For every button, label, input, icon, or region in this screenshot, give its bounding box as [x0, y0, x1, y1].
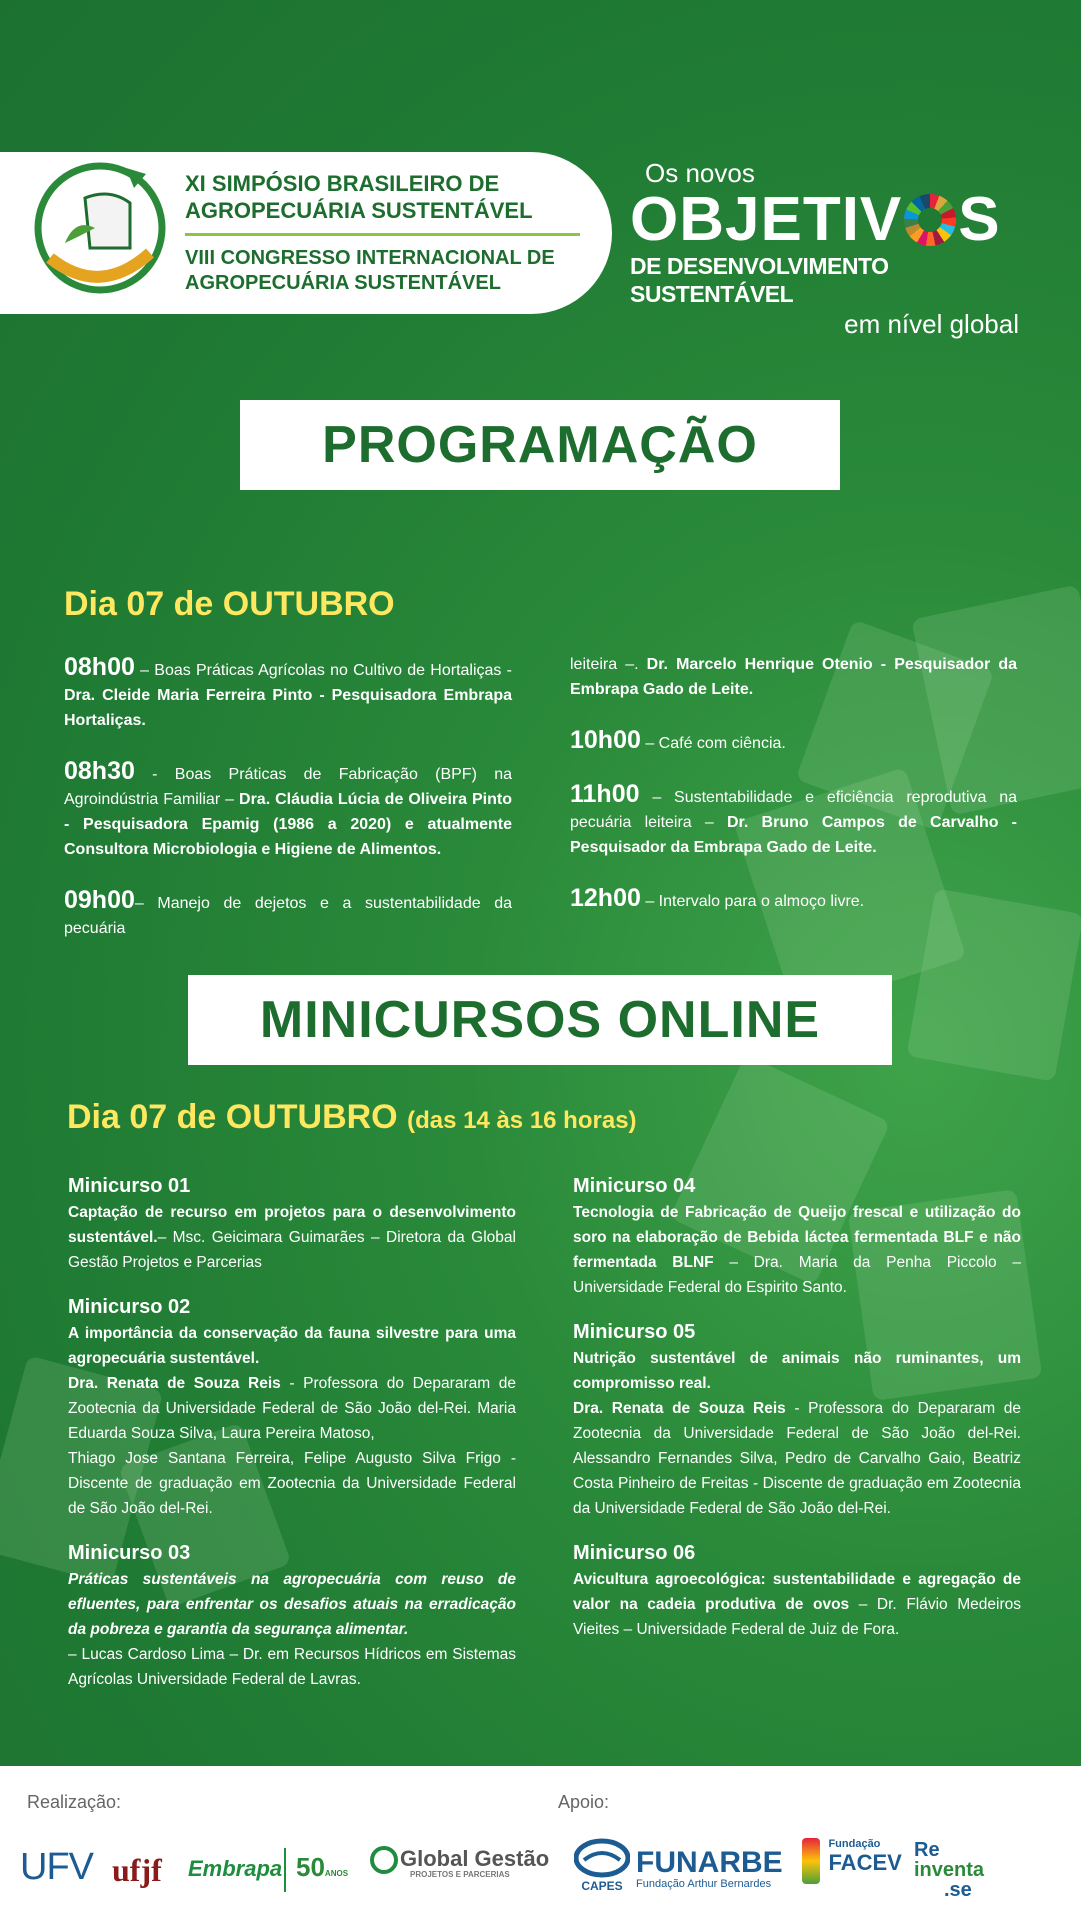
minicursos-day-label: Dia 07 de OUTUBRO	[67, 1098, 398, 1136]
apoio-label: Apoio:	[558, 1792, 610, 1812]
global-gestao-icon	[370, 1846, 398, 1874]
sdg-footnote: em nível global	[844, 309, 1019, 339]
minicurso-speaker: – Dr. Flávio Medeiros Vieites – Universidade Federal de Juiz de Fora.	[573, 1596, 1021, 1638]
schedule-text: – Boas Práticas Agrícolas no Cultivo de Hortaliças -	[134, 662, 512, 679]
schedule-item	[64, 888, 512, 941]
minicurso-title: Minicurso 02	[68, 1296, 191, 1318]
minicurso-title: Minicurso 06	[573, 1542, 696, 1564]
funarbe-logo: FUNARBE Fundação Arthur Bernardes	[636, 1846, 783, 1890]
schedule-item	[570, 652, 1017, 702]
facev-icon	[802, 1838, 820, 1884]
sdg-wheel-icon	[904, 194, 956, 246]
schedule-time: 10h00	[570, 726, 641, 754]
event-title-simposio	[185, 170, 605, 224]
minicurso-item	[573, 1539, 1021, 1642]
ufjf-logo: ufjf	[112, 1852, 162, 1888]
capes-logo: CAPES	[572, 1838, 632, 1893]
sdg-headline-part: S	[958, 185, 1001, 254]
minicurso-lead-speaker: Dra. Renata de Souza Reis	[573, 1400, 786, 1417]
schedule-text: leiteira –.	[570, 656, 647, 673]
schedule-column-right	[570, 652, 1017, 940]
schedule-time: 11h00	[570, 780, 640, 808]
event-title-line: AGROPECUÁRIA SUSTENTÁVEL	[185, 272, 501, 294]
event-title-congresso	[185, 246, 615, 296]
event-title-line: AGROPECUÁRIA SUSTENTÁVEL	[185, 198, 533, 223]
embrapa-divider	[284, 1848, 286, 1892]
minicursos-column-right	[573, 1172, 1021, 1660]
minicurso-topic: Nutrição sustentável de animais não ruminantes, um compromisso real.	[573, 1350, 1021, 1392]
schedule-speaker: Dr. Marcelo Henrique Otenio - Pesquisador da Embrapa Gado de Leite.	[570, 656, 1017, 698]
schedule-column-left	[64, 655, 512, 967]
minicurso-title: Minicurso 05	[573, 1321, 696, 1343]
event-title-line: VIII CONGRESSO INTERNACIONAL DE	[185, 247, 555, 269]
minicurso-topic: Práticas sustentáveis na agropecuária com reuso de efluentes, para enfrentar os desafios atuais na erradicação da pobreza e garantia da segurança alimentar.	[68, 1571, 516, 1638]
minicurso-title: Minicurso 01	[68, 1175, 191, 1197]
sdg-headline	[630, 185, 1030, 254]
minicurso-item	[68, 1539, 516, 1692]
schedule-speaker: Dra. Cleide Maria Ferreira Pinto - Pesquisadora Embrapa Hortaliças.	[64, 687, 512, 729]
minicurso-speaker: – Msc. Geicimara Guimarães – Diretora da Global Gestão Projetos e Parcerias	[68, 1229, 516, 1271]
reinventa-logo: Re inventa .se	[914, 1839, 985, 1901]
schedule-item	[64, 759, 512, 862]
minicursos-day	[67, 1098, 637, 1137]
schedule-text: – Café com ciência.	[640, 735, 786, 752]
minicurso-item	[68, 1293, 516, 1521]
minicurso-speaker: – Dra. Maria da Penha Piccolo – Universidade Federal do Espirito Santo.	[573, 1254, 1022, 1296]
schedule-time: 08h00	[64, 653, 135, 681]
event-logo	[30, 158, 170, 298]
realizacao-label: Realização:	[27, 1792, 122, 1812]
schedule-time: 12h00	[570, 884, 641, 912]
schedule-speaker: Dra. Cláudia Lúcia de Oliveira Pinto - Pesquisadora Epamig (1986 a 2020) e atualmente Consultora Microbiologia e Higiene de Alimentos.	[64, 791, 512, 858]
sponsor-footer	[0, 1766, 1081, 1920]
sdg-headline-part: OBJETIV	[630, 185, 903, 254]
minicurso-title: Minicurso 04	[573, 1175, 696, 1197]
minicurso-lead-speaker: Dra. Renata de Souza Reis	[68, 1375, 281, 1392]
schedule-text: – Intervalo para o almoço livre.	[640, 893, 865, 910]
minicurso-topic: Captação de recurso em projetos para o desenvolvimento sustentável.	[68, 1204, 516, 1246]
schedule-text: - Boas Práticas de Fabricação (BPF) na Agroindústria Familiar –	[64, 766, 512, 808]
sdg-small-text: Os novos	[645, 158, 755, 188]
minicurso-speaker: Thiago Jose Santana Ferreira, Felipe Augusto Silva Frigo - Discente de graduação em Zootecnia da Universidade Federal de São João del-Rei.	[68, 1450, 516, 1517]
schedule-speaker: Dr. Bruno Campos de Carvalho - Pesquisador da Embrapa Gado de Leite.	[570, 814, 1018, 856]
minicursos-hours: (das 14 às 16 horas)	[407, 1107, 637, 1134]
schedule-item	[64, 655, 512, 733]
global-gestao-logo: Global Gestão PROJETOS E PARCERIAS	[370, 1846, 549, 1879]
schedule-text: – Manejo de dejetos e a sustentabilidade da pecuária	[64, 895, 512, 937]
embrapa-50-logo: 50ANOS	[296, 1852, 349, 1882]
event-title-line: XI SIMPÓSIO BRASILEIRO DE	[185, 171, 500, 196]
facev-logo: Fundação FACEV	[802, 1838, 902, 1884]
ufv-logo: UFV	[20, 1846, 93, 1888]
schedule-item	[570, 782, 1017, 860]
minicurso-speaker: - Professora do Depararam de Zootecnia da Universidade Federal de São João del-Rei. Alessandro Fernandes Silva, Pedro de Carvalho Gaio, Beatriz Costa Pinheiro de Freitas - Discente de graduação em Zootecnia da Universidade Federal de São João del-Rei.	[573, 1400, 1021, 1517]
sdg-subtitle: DE DESENVOLVIMENTO SUSTENTÁVEL	[630, 253, 889, 307]
minicursos-column-left	[68, 1172, 516, 1710]
minicurso-speaker: – Lucas Cardoso Lima – Dr. em Recursos Hídricos em Sistemas Agrícolas Universidade Federal de Lavras.	[68, 1646, 516, 1688]
embrapa-logo: Embrapa	[188, 1856, 283, 1881]
schedule-item	[570, 728, 1017, 756]
minicurso-topic: Tecnologia de Fabricação de Queijo frescal e utilização do soro na elaboração de Bebida láctea fermentada BLF e não fermentada BLNF	[573, 1204, 1021, 1271]
header-divider	[185, 233, 580, 236]
minicurso-topic: A importância da conservação da fauna silvestre para uma agropecuária sustentável.	[68, 1325, 516, 1367]
schedule-text: – Sustentabilidade e eficiência reprodutiva na pecuária leiteira –	[570, 789, 1017, 831]
programacao-banner: PROGRAMAÇÃO	[240, 400, 840, 490]
schedule-time: 09h00	[64, 886, 135, 914]
minicurso-item	[68, 1172, 516, 1275]
minicursos-banner: MINICURSOS ONLINE	[188, 975, 892, 1065]
schedule-item	[570, 886, 1017, 914]
minicurso-title: Minicurso 03	[68, 1542, 191, 1564]
programacao-day: Dia 07 de OUTUBRO	[64, 585, 395, 623]
minicurso-item	[573, 1318, 1021, 1521]
minicurso-item	[573, 1172, 1021, 1300]
capes-icon	[574, 1838, 630, 1878]
sdg-branding	[630, 158, 1030, 340]
schedule-time: 08h30	[64, 757, 135, 785]
minicurso-speaker: - Professora do Depararam de Zootecnia da Universidade Federal de São João del-Rei. Maria Eduarda Souza Silva, Laura Pereira Matoso,	[68, 1375, 516, 1442]
minicurso-topic: Avicultura agroecológica: sustentabilidade e agregação de valor na cadeia produtiva de ovos	[573, 1571, 1021, 1613]
